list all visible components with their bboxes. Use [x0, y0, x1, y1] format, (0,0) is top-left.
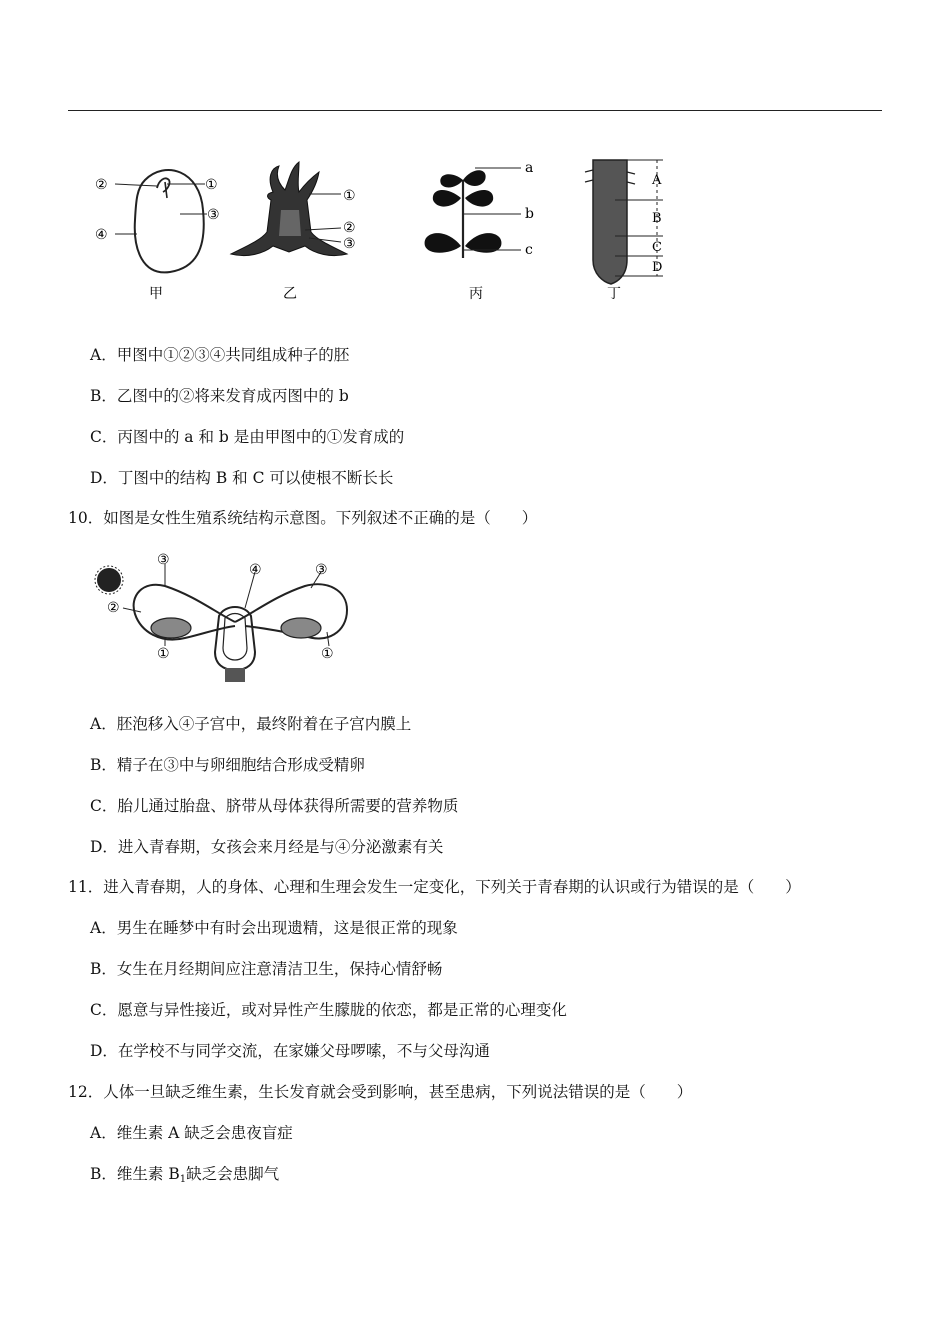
- yi-label-3: ③: [343, 236, 356, 252]
- yi-caption: 乙: [283, 286, 297, 302]
- bing-label-b: b: [525, 206, 534, 222]
- q10-option-a: A．胚泡移入④子宫中，最终附着在子宫内膜上: [90, 715, 412, 733]
- q10-label-3-left: ③: [157, 552, 170, 568]
- ding-label-a: A: [652, 173, 662, 188]
- jia-label-4: ④: [95, 227, 108, 243]
- figure-ding-roottip: [585, 160, 663, 302]
- ding-label-d: D: [652, 260, 663, 275]
- yi-label-2: ②: [343, 220, 356, 236]
- q9-option-c: C．丙图中的 a 和 b 是由甲图中的①发育成的: [90, 428, 405, 446]
- ding-caption: 丁: [607, 286, 621, 302]
- q12-option-b-text: B．维生素 B: [90, 1165, 180, 1183]
- q12-stem: 12．人体一旦缺乏维生素，生长发育就会受到影响，甚至患病，下列说法错误的是（ ）: [68, 1083, 693, 1101]
- q10-label-1-right: ①: [321, 646, 334, 662]
- q12-option-b-subscript: 1: [179, 1174, 187, 1185]
- jia-caption: 甲: [149, 286, 163, 302]
- q10-label-1-left: ①: [157, 646, 170, 662]
- ding-label-c: C: [652, 240, 662, 255]
- figure-jia-seed: [95, 170, 220, 302]
- q11-option-c: C．愿意与异性接近，或对异性产生朦胧的依恋，都是正常的心理变化: [90, 1001, 567, 1019]
- q9-option-b: B．乙图中的②将来发育成丙图中的 b: [90, 387, 349, 405]
- q10-option-d: D．进入青春期，女孩会来月经是与④分泌激素有关: [90, 838, 444, 856]
- header-rule: [68, 110, 882, 111]
- q12-option-b-text-end: 缺乏会患脚气: [186, 1165, 280, 1183]
- jia-label-3: ③: [207, 207, 220, 223]
- q12-option-a: A．维生素 A 缺乏会患夜盲症: [90, 1124, 293, 1142]
- q10-option-c: C．胎儿通过胎盘、脐带从母体获得所需要的营养物质: [90, 797, 459, 815]
- ding-label-b: B: [652, 211, 662, 226]
- figure-yi-bud: [231, 162, 356, 302]
- figure-bing-seedling: [425, 160, 534, 302]
- q11-option-a: A．男生在睡梦中有时会出现遗精，这是很正常的现象: [90, 919, 458, 937]
- q10-label-2: ②: [107, 600, 120, 616]
- q10-figure-reproductive-system: [85, 552, 385, 684]
- q9-option-a: A．甲图中①②③④共同组成种子的胚: [90, 346, 350, 364]
- bing-caption: 丙: [469, 286, 483, 302]
- q10-option-b: B．精子在③中与卵细胞结合形成受精卵: [90, 756, 365, 774]
- jia-label-1: ①: [205, 177, 218, 193]
- q11-stem: 11．进入青春期，人的身体、心理和生理会发生一定变化，下列关于青春期的认识或行为错误的是（ ）: [68, 878, 801, 896]
- bing-label-c: c: [525, 242, 533, 258]
- bing-label-a: a: [525, 160, 534, 176]
- q10-label-4: ④: [249, 562, 262, 578]
- q9-figure-row: [85, 150, 685, 310]
- q11-option-d: D．在学校不与同学交流，在家嫌父母啰嗦，不与父母沟通: [90, 1042, 490, 1060]
- q11-option-b: B．女生在月经期间应注意清洁卫生，保持心情舒畅: [90, 960, 443, 978]
- q10-stem: 10．如图是女性生殖系统结构示意图。下列叙述不正确的是（ ）: [68, 509, 538, 527]
- q9-option-d: D．丁图中的结构 B 和 C 可以使根不断长长: [90, 469, 394, 487]
- yi-label-1: ①: [343, 188, 356, 204]
- q10-label-3-right: ③: [315, 562, 328, 578]
- jia-label-2: ②: [95, 177, 108, 193]
- q12-option-b: [90, 1164, 279, 1184]
